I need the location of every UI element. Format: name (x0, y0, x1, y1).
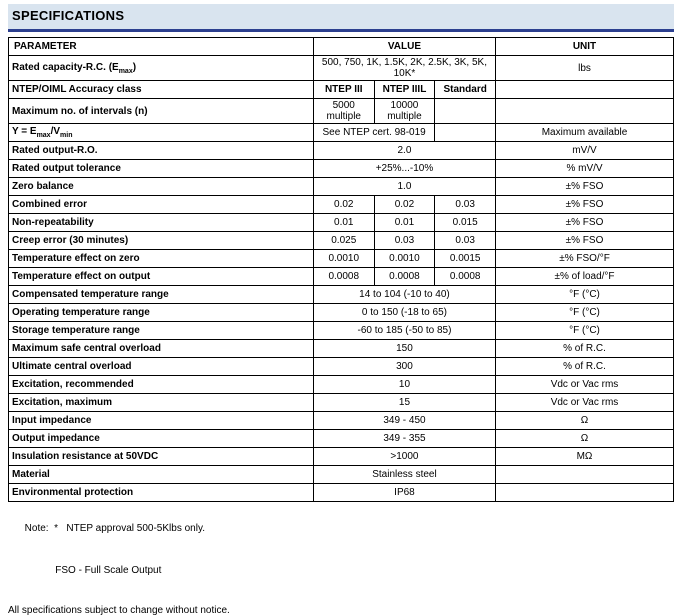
row-unit-non-repeatability: ±% FSO (496, 214, 674, 232)
table-row (9, 466, 674, 484)
row-unit-combined-error: ±% FSO (496, 196, 674, 214)
row-unit-input-impedance: Ω (496, 412, 674, 430)
table-row (9, 250, 674, 268)
table-row (9, 56, 674, 81)
row-unit-operating-temp-range: °F (°C) (496, 304, 674, 322)
row-unit-rated-output: mV/V (496, 142, 674, 160)
row-value-max-safe-overload: 150 (313, 340, 495, 358)
row-label-max-safe-overload: Maximum safe central overload (9, 340, 314, 358)
table-header-row (9, 38, 674, 56)
row-label-max-intervals: Maximum no. of intervals (n) (9, 99, 314, 124)
row-label-environmental-protection: Environmental protection (9, 484, 314, 502)
table-row (9, 358, 674, 376)
row-value-temp-effect-zero-3: 0.0015 (435, 250, 496, 268)
param-text-end: ) (132, 61, 137, 73)
row-unit-rated-output-tolerance: % mV/V (496, 160, 674, 178)
row-value-combined-error-1: 0.02 (313, 196, 374, 214)
table-row (9, 322, 674, 340)
table-row (9, 81, 674, 99)
row-unit-max-safe-overload: % of R.C. (496, 340, 674, 358)
table-row (9, 340, 674, 358)
row-value-storage-temp-range: -60 to 185 (-50 to 85) (313, 322, 495, 340)
row-value-y-ratio-3 (435, 124, 496, 142)
row-unit-temp-effect-output: ±% of load/°F (496, 268, 674, 286)
row-label-rated-output-tolerance: Rated output tolerance (9, 160, 314, 178)
row-unit-insulation-resistance: MΩ (496, 448, 674, 466)
column-header-unit: UNIT (496, 38, 674, 56)
param-subscript: max (118, 67, 133, 75)
column-header-parameter: PARAMETER (9, 38, 314, 56)
column-header-value: VALUE (313, 38, 495, 56)
row-value-temp-effect-output-1: 0.0008 (313, 268, 374, 286)
table-row (9, 99, 674, 124)
row-label-accuracy-class: NTEP/OIML Accuracy class (9, 81, 314, 99)
row-value-insulation-resistance: >1000 (313, 448, 495, 466)
row-value-max-intervals-2: 10000 multiple (374, 99, 435, 124)
param-text: Y = E (12, 126, 37, 137)
row-unit-output-impedance: Ω (496, 430, 674, 448)
table-row (9, 214, 674, 232)
note-text-1: NTEP approval 500-5Klbs only. (66, 523, 205, 534)
row-value-temp-effect-output-2: 0.0008 (374, 268, 435, 286)
row-unit-material (496, 466, 674, 484)
row-value-max-intervals-3 (435, 99, 496, 124)
row-label-excitation-maximum: Excitation, maximum (9, 394, 314, 412)
table-row (9, 430, 674, 448)
row-value-rated-output-tolerance: +25%...-10% (313, 160, 495, 178)
row-label-ultimate-overload: Ultimate central overload (9, 358, 314, 376)
table-row (9, 304, 674, 322)
table-row (9, 196, 674, 214)
page-title-bar (8, 4, 674, 32)
row-unit-compensated-temp-range: °F (°C) (496, 286, 674, 304)
row-value-y-ratio: See NTEP cert. 98-019 (313, 124, 434, 142)
row-label-excitation-recommended: Excitation, recommended (9, 376, 314, 394)
row-label-input-impedance: Input impedance (9, 412, 314, 430)
row-unit-y-ratio: Maximum available (496, 124, 674, 142)
row-value-input-impedance: 349 - 450 (313, 412, 495, 430)
row-value-creep-error-2: 0.03 (374, 232, 435, 250)
row-label-rated-output: Rated output-R.O. (9, 142, 314, 160)
table-row (9, 394, 674, 412)
row-unit-ultimate-overload: % of R.C. (496, 358, 674, 376)
table-row (9, 484, 674, 502)
row-value-non-repeatability-2: 0.01 (374, 214, 435, 232)
param-text: Rated capacity-R.C. (E (12, 61, 119, 73)
specifications-table (8, 37, 674, 502)
row-label-compensated-temp-range: Compensated temperature range (9, 286, 314, 304)
row-value-max-intervals-1: 5000 multiple (313, 99, 374, 124)
row-value-material: Stainless steel (313, 466, 495, 484)
row-unit-excitation-recommended: Vdc or Vac rms (496, 376, 674, 394)
row-label-output-impedance: Output impedance (9, 430, 314, 448)
row-label-operating-temp-range: Operating temperature range (9, 304, 314, 322)
row-value-compensated-temp-range: 14 to 104 (-10 to 40) (313, 286, 495, 304)
table-row (9, 448, 674, 466)
param-subscript-2: min (60, 132, 73, 139)
page-title: SPECIFICATIONS (12, 8, 125, 23)
footer-disclaimer: All specifications subject to change without notice. (8, 605, 230, 616)
row-unit-creep-error: ±% FSO (496, 232, 674, 250)
row-label-rated-capacity (9, 56, 314, 81)
row-label-insulation-resistance: Insulation resistance at 50VDC (9, 448, 314, 466)
row-label-non-repeatability: Non-repeatability (9, 214, 314, 232)
row-label-creep-error: Creep error (30 minutes) (9, 232, 314, 250)
row-label-zero-balance: Zero balance (9, 178, 314, 196)
row-unit-rated-capacity: lbs (496, 56, 674, 81)
param-text-mid: /V (50, 126, 61, 137)
row-value-output-impedance: 349 - 355 (313, 430, 495, 448)
row-label-y-ratio (9, 124, 314, 142)
row-value-temp-effect-zero-1: 0.0010 (313, 250, 374, 268)
row-value-rated-output: 2.0 (313, 142, 495, 160)
row-unit-storage-temp-range: °F (°C) (496, 322, 674, 340)
table-row (9, 268, 674, 286)
note-line-1 (8, 508, 674, 550)
row-unit-zero-balance: ±% FSO (496, 178, 674, 196)
note-line-2 (8, 550, 674, 592)
row-value-non-repeatability-1: 0.01 (313, 214, 374, 232)
row-value-operating-temp-range: 0 to 150 (-18 to 65) (313, 304, 495, 322)
row-value-excitation-recommended: 10 (313, 376, 495, 394)
row-unit-temp-effect-zero: ±% FSO/°F (496, 250, 674, 268)
row-value-rated-capacity: 500, 750, 1K, 1.5K, 2K, 2.5K, 3K, 5K, 10K* (313, 56, 495, 81)
row-value-accuracy-ntep3: NTEP III (313, 81, 374, 99)
table-row (9, 232, 674, 250)
table-row (9, 412, 674, 430)
row-label-material: Material (9, 466, 314, 484)
note-label: Note: (24, 523, 49, 534)
row-label-temp-effect-output: Temperature effect on output (9, 268, 314, 286)
row-value-creep-error-1: 0.025 (313, 232, 374, 250)
table-row (9, 142, 674, 160)
table-row (9, 160, 674, 178)
row-unit-accuracy-class (496, 81, 674, 99)
table-row (9, 124, 674, 142)
row-label-combined-error: Combined error (9, 196, 314, 214)
row-value-combined-error-3: 0.03 (435, 196, 496, 214)
row-value-non-repeatability-3: 0.015 (435, 214, 496, 232)
row-value-zero-balance: 1.0 (313, 178, 495, 196)
row-value-temp-effect-zero-2: 0.0010 (374, 250, 435, 268)
note-text-2: FSO - Full Scale Output (55, 565, 162, 576)
row-value-environmental-protection: IP68 (313, 484, 495, 502)
notes-block (8, 508, 674, 592)
row-value-combined-error-2: 0.02 (374, 196, 435, 214)
row-value-creep-error-3: 0.03 (435, 232, 496, 250)
table-row (9, 376, 674, 394)
row-label-temp-effect-zero: Temperature effect on zero (9, 250, 314, 268)
row-value-temp-effect-output-3: 0.0008 (435, 268, 496, 286)
param-subscript: max (36, 132, 51, 139)
row-value-ultimate-overload: 300 (313, 358, 495, 376)
note-marker: * (54, 523, 59, 534)
table-row (9, 286, 674, 304)
row-value-excitation-maximum: 15 (313, 394, 495, 412)
row-unit-excitation-maximum: Vdc or Vac rms (496, 394, 674, 412)
row-value-accuracy-standard: Standard (435, 81, 496, 99)
row-unit-max-intervals (496, 99, 674, 124)
row-label-storage-temp-range: Storage temperature range (9, 322, 314, 340)
row-unit-environmental-protection (496, 484, 674, 502)
table-row (9, 178, 674, 196)
row-value-accuracy-ntep3l: NTEP IIIL (374, 81, 435, 99)
